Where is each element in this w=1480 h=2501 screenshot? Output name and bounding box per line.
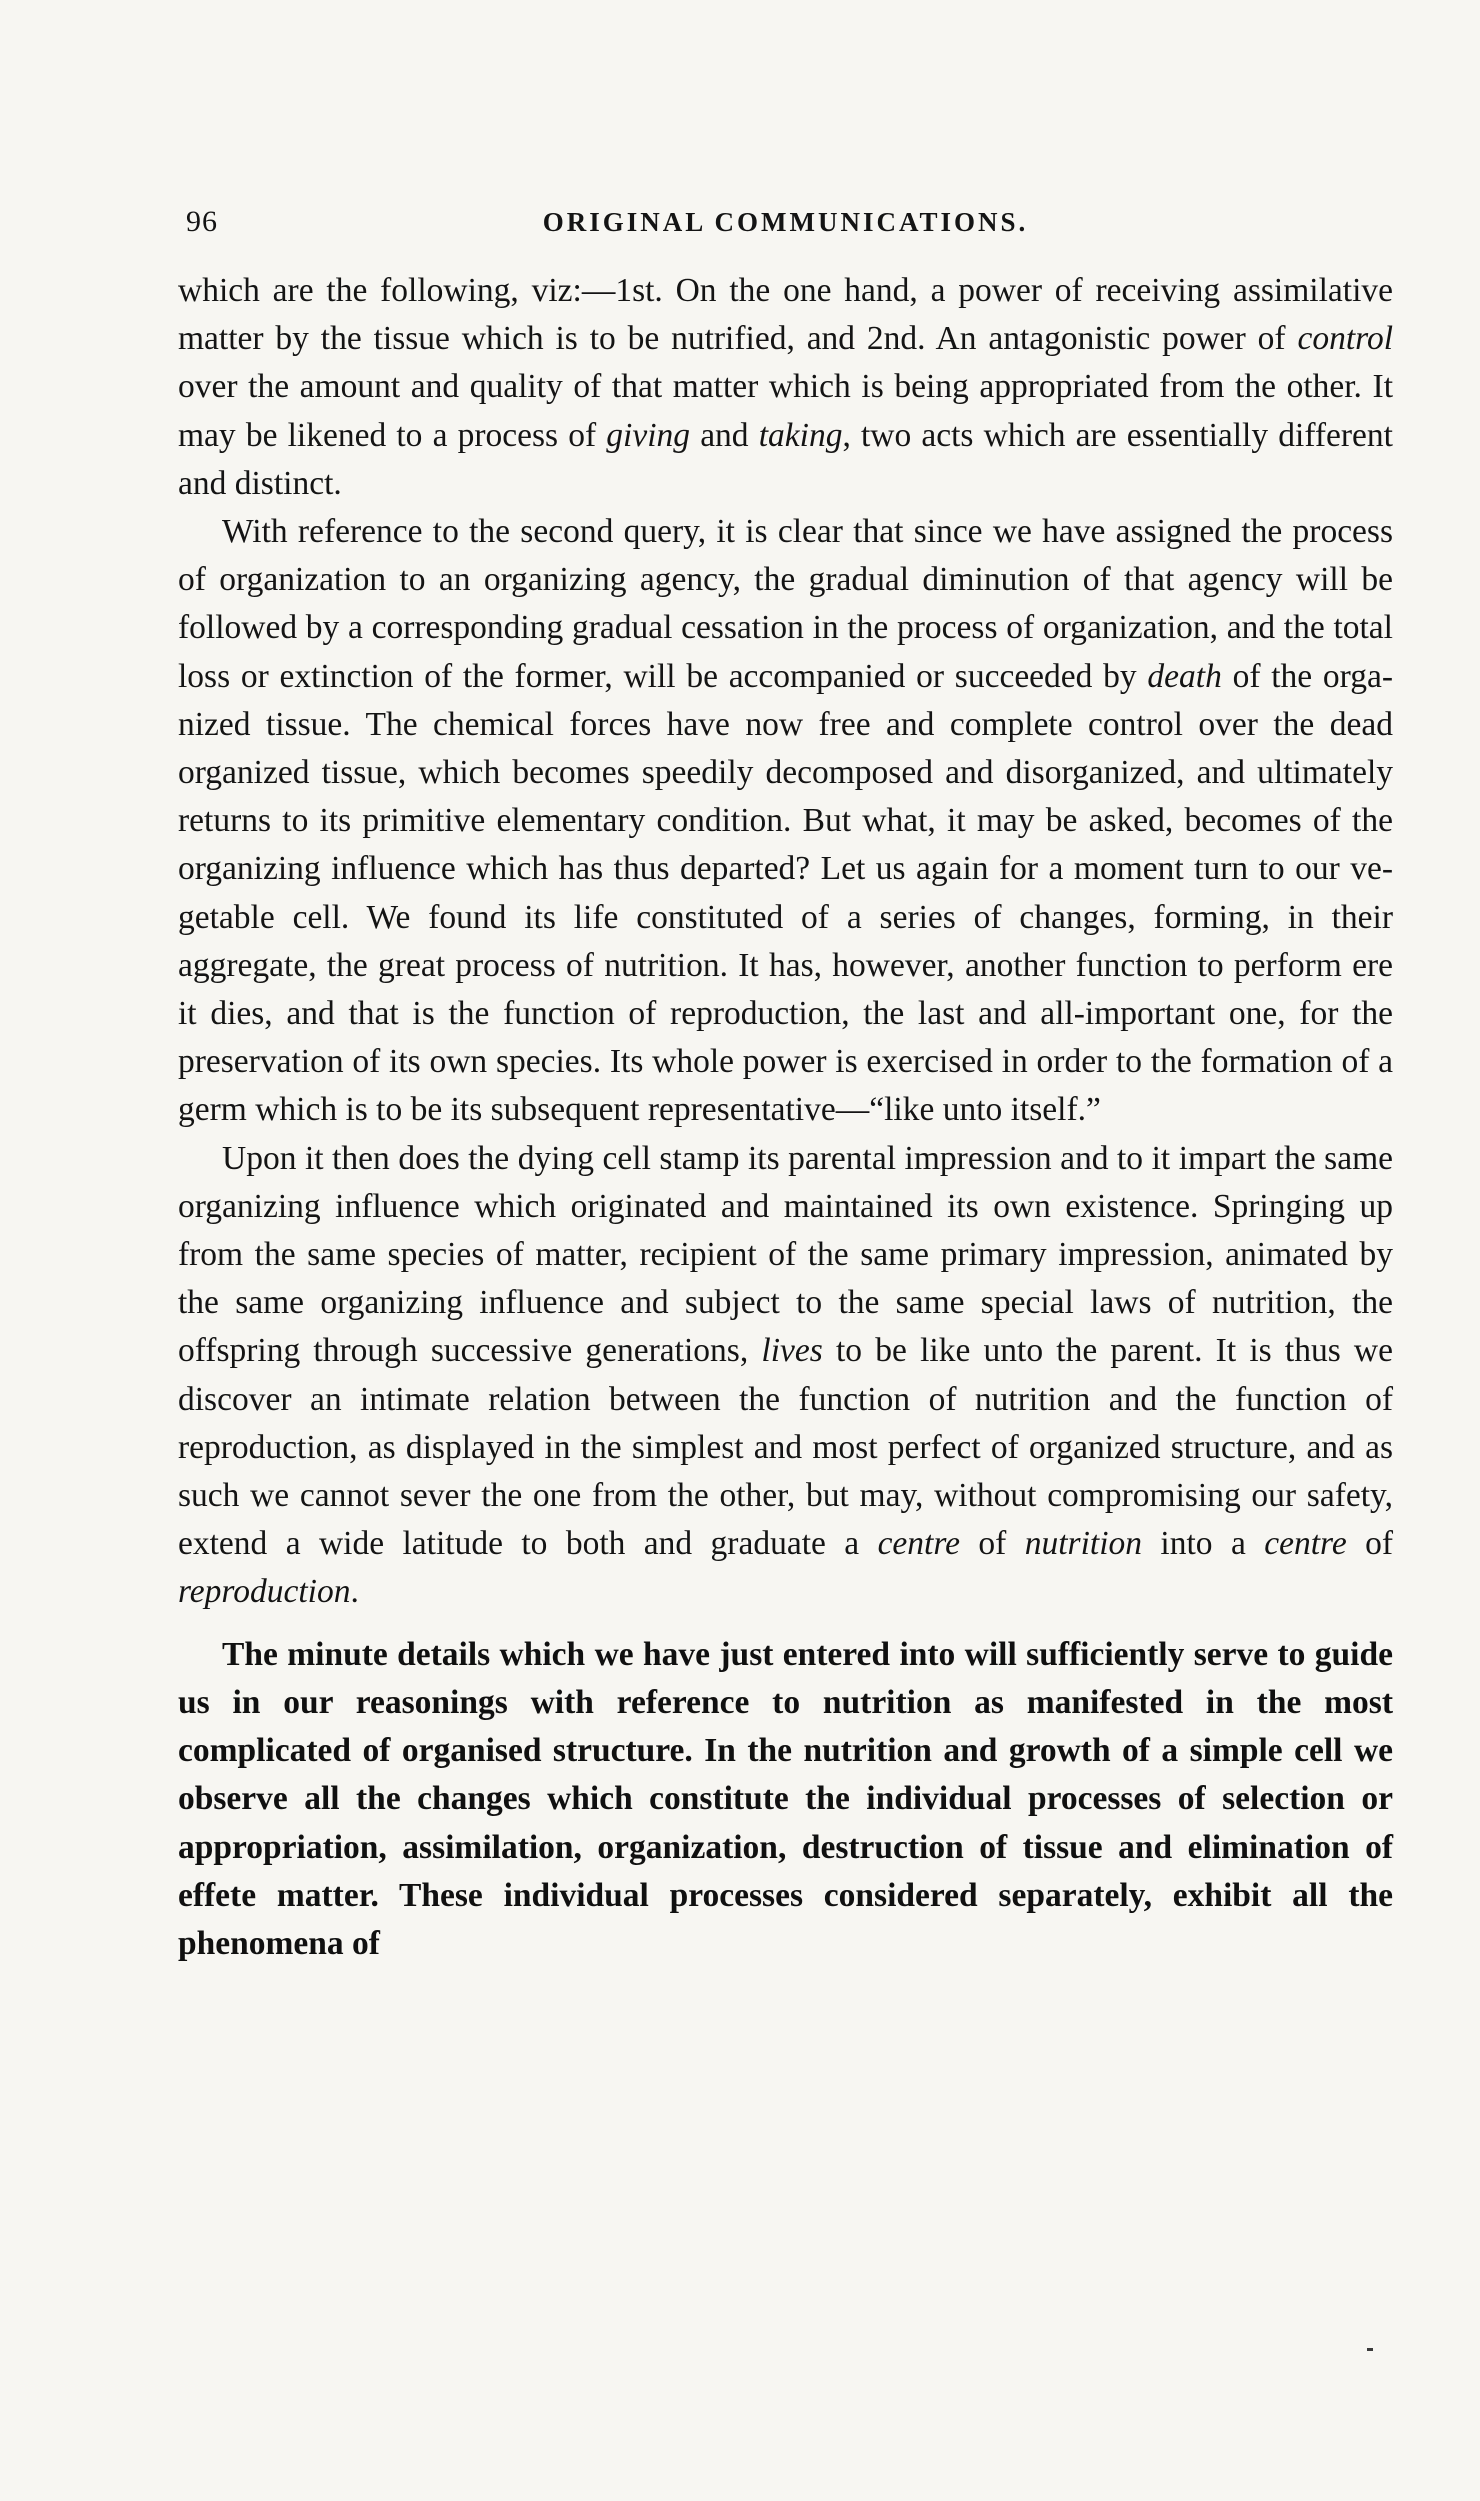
- text-run: of: [1346, 1525, 1394, 1563]
- italic-text: centre: [877, 1525, 961, 1563]
- italic-text: giving: [606, 416, 691, 454]
- paragraph: [178, 1631, 1393, 1968]
- paragraph: [178, 508, 1393, 1135]
- text-run: and: [690, 416, 759, 454]
- running-head: [178, 205, 1393, 245]
- paragraph: [178, 267, 1393, 508]
- text-run: The minute details which we have just entered into will sufficiently serve to guide us in our reasonings with reference to nutrition as manifested in the most complicated of organised structure. In the nutrition and growth of a simple cell we observe all the changes which constitute the individual processes of selection or appropriation, assimilation, organization, destruction of tissue and elimination of effete matter. These individual processes considered separately, exhibit all the phenomena of: [178, 1635, 1393, 1962]
- text-run: , two acts which are essentially different and distinct.: [178, 416, 1393, 502]
- text-run: over the amount and quality of that matter which is being appropriated from the other. It may be likened to a process of: [178, 368, 1393, 454]
- italic-text: reproduction: [178, 1573, 351, 1611]
- text-run: of: [960, 1525, 1025, 1563]
- stray-mark: [1367, 2348, 1373, 2351]
- text-run: which are the following, viz:—1st. On the one hand, a power of receiving assimilative matter by the tissue which is to be nutrified, and 2nd. An antagonistic power of: [178, 272, 1393, 358]
- text-run: .: [350, 1573, 359, 1611]
- body-text: [178, 267, 1393, 1968]
- text-run: Upon it then does the dying cell stamp its parental impression and to it impart the same organizing influence which originated and maintained its own existence. Springing up from the same species of matter, recipient of the same primary impression, animated by the same organizing influence and subject to the same special laws of nutrition, the offspring through successive generations,: [178, 1139, 1393, 1370]
- text-run: into a: [1142, 1525, 1265, 1563]
- text-run: of the organized tissue. The chemical forces have now free and complete control over the dead organized tissue, which becomes speedily decomposed and disorganized, and ultimately returns to its primitive elementary condition. But what, it may be asked, becomes of the organizing influence which has thus departed? Let us again for a moment turn to our vegetable cell. We found its life constituted of a series of changes, forming, in their aggregate, the great process of nutrition. It has, however, another function to perform ere it dies, and that is the function of reproduction, the last and all-important one, for the preservation of its own species. Its whole power is exercised in order to the formation of a germ which is to be its subsequent representative—“like unto itself.”: [178, 657, 1393, 1129]
- text-run: With reference to the second query, it is clear that since we have assigned the process of organization to an organizing agency, the gradual diminution of that agency will be followed by a corresponding gradual cessation in the process of organization, and the total loss or extinction of the former, will be accompanied or succeeded by: [178, 513, 1393, 695]
- paragraph: [178, 1135, 1393, 1617]
- italic-text: centre: [1264, 1525, 1347, 1563]
- italic-text: control: [1297, 320, 1393, 358]
- italic-text: taking: [758, 416, 843, 454]
- italic-text: nutrition: [1024, 1525, 1143, 1563]
- page-number: 96: [186, 205, 218, 238]
- italic-text: lives: [761, 1332, 823, 1370]
- italic-text: death: [1147, 657, 1222, 695]
- text-run: to be like unto the parent. It is thus we discover an intimate relation between the function of nutrition and the function of reproduction, as displayed in the simplest and most perfect of organized structure, and as such we cannot sever the one from the other, but may, without compromising our safety, extend a wide latitude to both and graduate a: [178, 1332, 1393, 1563]
- book-page: [178, 205, 1393, 1968]
- running-head-title: ORIGINAL COMMUNICATIONS.: [542, 207, 1029, 237]
